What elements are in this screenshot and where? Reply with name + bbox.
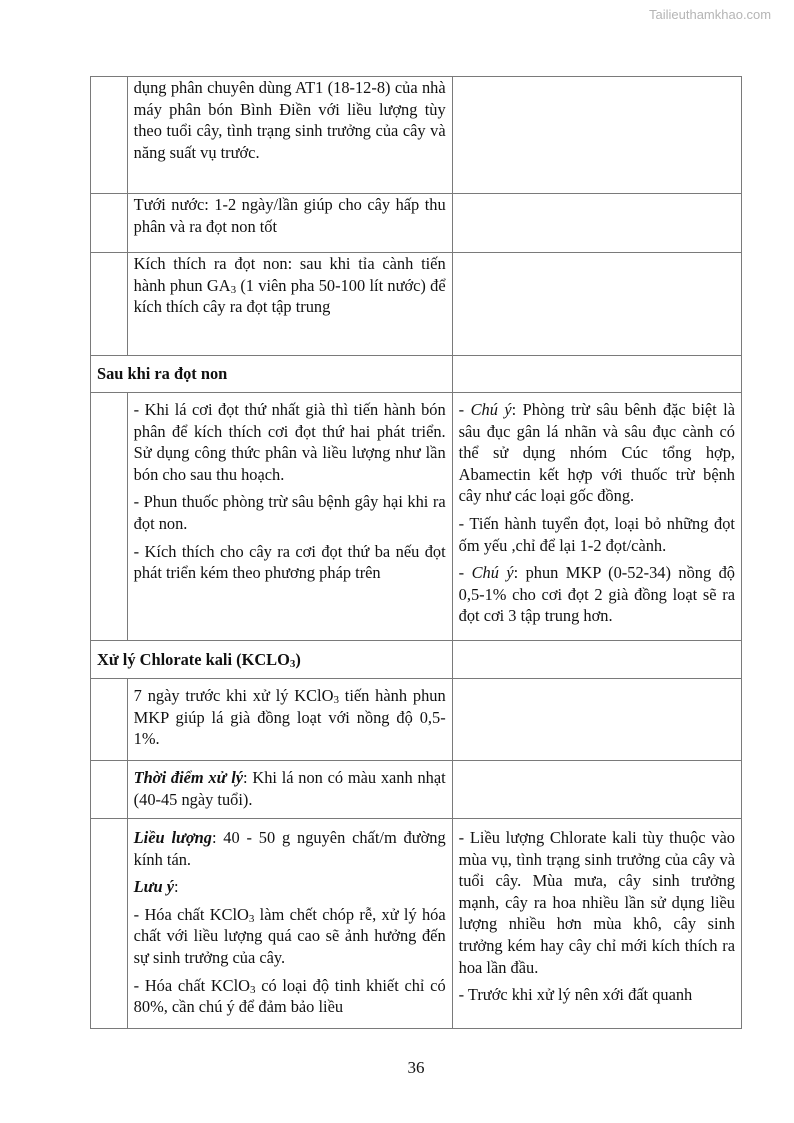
- section-heading: Xử lý Chlorate kali $(KCLO_3)$: [91, 641, 453, 679]
- paragraph: - Khi lá cơi đọt thứ nhất già thì tiến hành bón phân để kích thích cơi đọt thứ hai phát triển. Sử dụng công thức phân và liều lượng như lần bón cho sau thu hoạch.: [133, 400, 446, 484]
- section-header-row: [91, 356, 742, 393]
- paragraph: - Liều lượng Chlorate kali tùy thuộc vào mùa vụ, tình trạng sinh trưởng của cây và tuổi cây. Mùa mưa, cây sinh trưởng mạnh, cây ra hoa nhiều lần sử dụng liều lượng nhiều hơn mùa khô, cây sinh trưởng kém hay cây chỉ mới kích thích ra hoa lần đầu.: [458, 828, 735, 977]
- paragraph: - Kích thích cho cây ra cơi đọt thứ ba nếu đọt phát triển kém theo phương pháp trên: [133, 541, 446, 583]
- paragraph: Liều lượng: 40 - 50 g nguyên chất/m đường kính tán.: [133, 828, 446, 869]
- paragraph: - Chú ý: Phòng trừ sâu bênh đặc biệt là sâu đục gân lá nhãn và sâu đục cành có thể sử dụng nhóm Cúc tổng hợp, Abamectin kết hợp với thuốc trừ bệnh cây như các loại gốc đồng.: [458, 400, 735, 506]
- section-header-row: [91, 641, 742, 679]
- table-row: [91, 194, 742, 253]
- paragraph: - Phun thuốc phòng trừ sâu bệnh gây hại khi ra đọt non.: [133, 492, 446, 533]
- watermark: Tailieuthamkhao.com: [649, 7, 772, 22]
- table-row: [91, 393, 742, 641]
- cell-text: Tưới nước: 1-2 ngày/lần giúp cho cây hấp thu phân và ra đọt non tốt: [127, 194, 452, 253]
- cell-text: Kích thích ra đọt non: sau khi tỉa cành tiến hành phun $GA_3$ (1 viên pha 50-100 lít nước) để kích thích cây ra đọt tập trung: [127, 253, 452, 356]
- paragraph: - Trước khi xử lý nên xới đất quanh: [458, 985, 693, 1005]
- page-number: 36: [407, 1058, 425, 1077]
- cell-text: Thời điểm xử lý: Khi lá non có màu xanh nhạt (40-45 ngày tuổi).: [127, 761, 452, 819]
- table-row: [91, 819, 742, 1029]
- paragraph: - Hóa chất KClO$_3$ làm chết chóp rễ, xử lý hóa chất với liều lượng quá cao sẽ ảnh hưởng đến sự sinh trưởng của cây.: [133, 904, 446, 967]
- paragraph: - Hóa chất KClO$_3$ có loại độ tinh khiết chỉ có 80%, cần chú ý để đảm bảo liều: [133, 975, 446, 1017]
- table-row: [91, 77, 742, 194]
- care-schedule-table: [90, 76, 742, 1029]
- paragraph: Lưu ý:: [133, 877, 179, 897]
- cell-text: 7 ngày trước khi xử lý KClO$_3$ tiến hành phun MKP giúp lá già đồng loạt với nồng độ 0,5-1%.: [127, 679, 452, 761]
- table-row: [91, 679, 742, 761]
- section-heading: Sau khi ra đọt non: [91, 356, 453, 393]
- cell-text: dụng phân chuyên dùng AT1 (18-12-8) của nhà máy phân bón Bình Điền với liều lượng tùy theo tuổi cây, tình trạng sinh trưởng của cây và năng suất vụ trước.: [127, 77, 452, 194]
- table-row: [91, 761, 742, 819]
- paragraph: - Chú ý: phun MKP (0-52-34) nồng độ 0,5-1% cho cơi đọt 2 già đồng loạt sẽ ra đọt cơi 3 tập trung hơn.: [458, 563, 735, 626]
- paragraph: - Tiến hành tuyển đọt, loại bỏ những đọt ốm yếu ,chỉ để lại 1-2 đọt/cành.: [458, 513, 735, 555]
- table-row: [91, 253, 742, 356]
